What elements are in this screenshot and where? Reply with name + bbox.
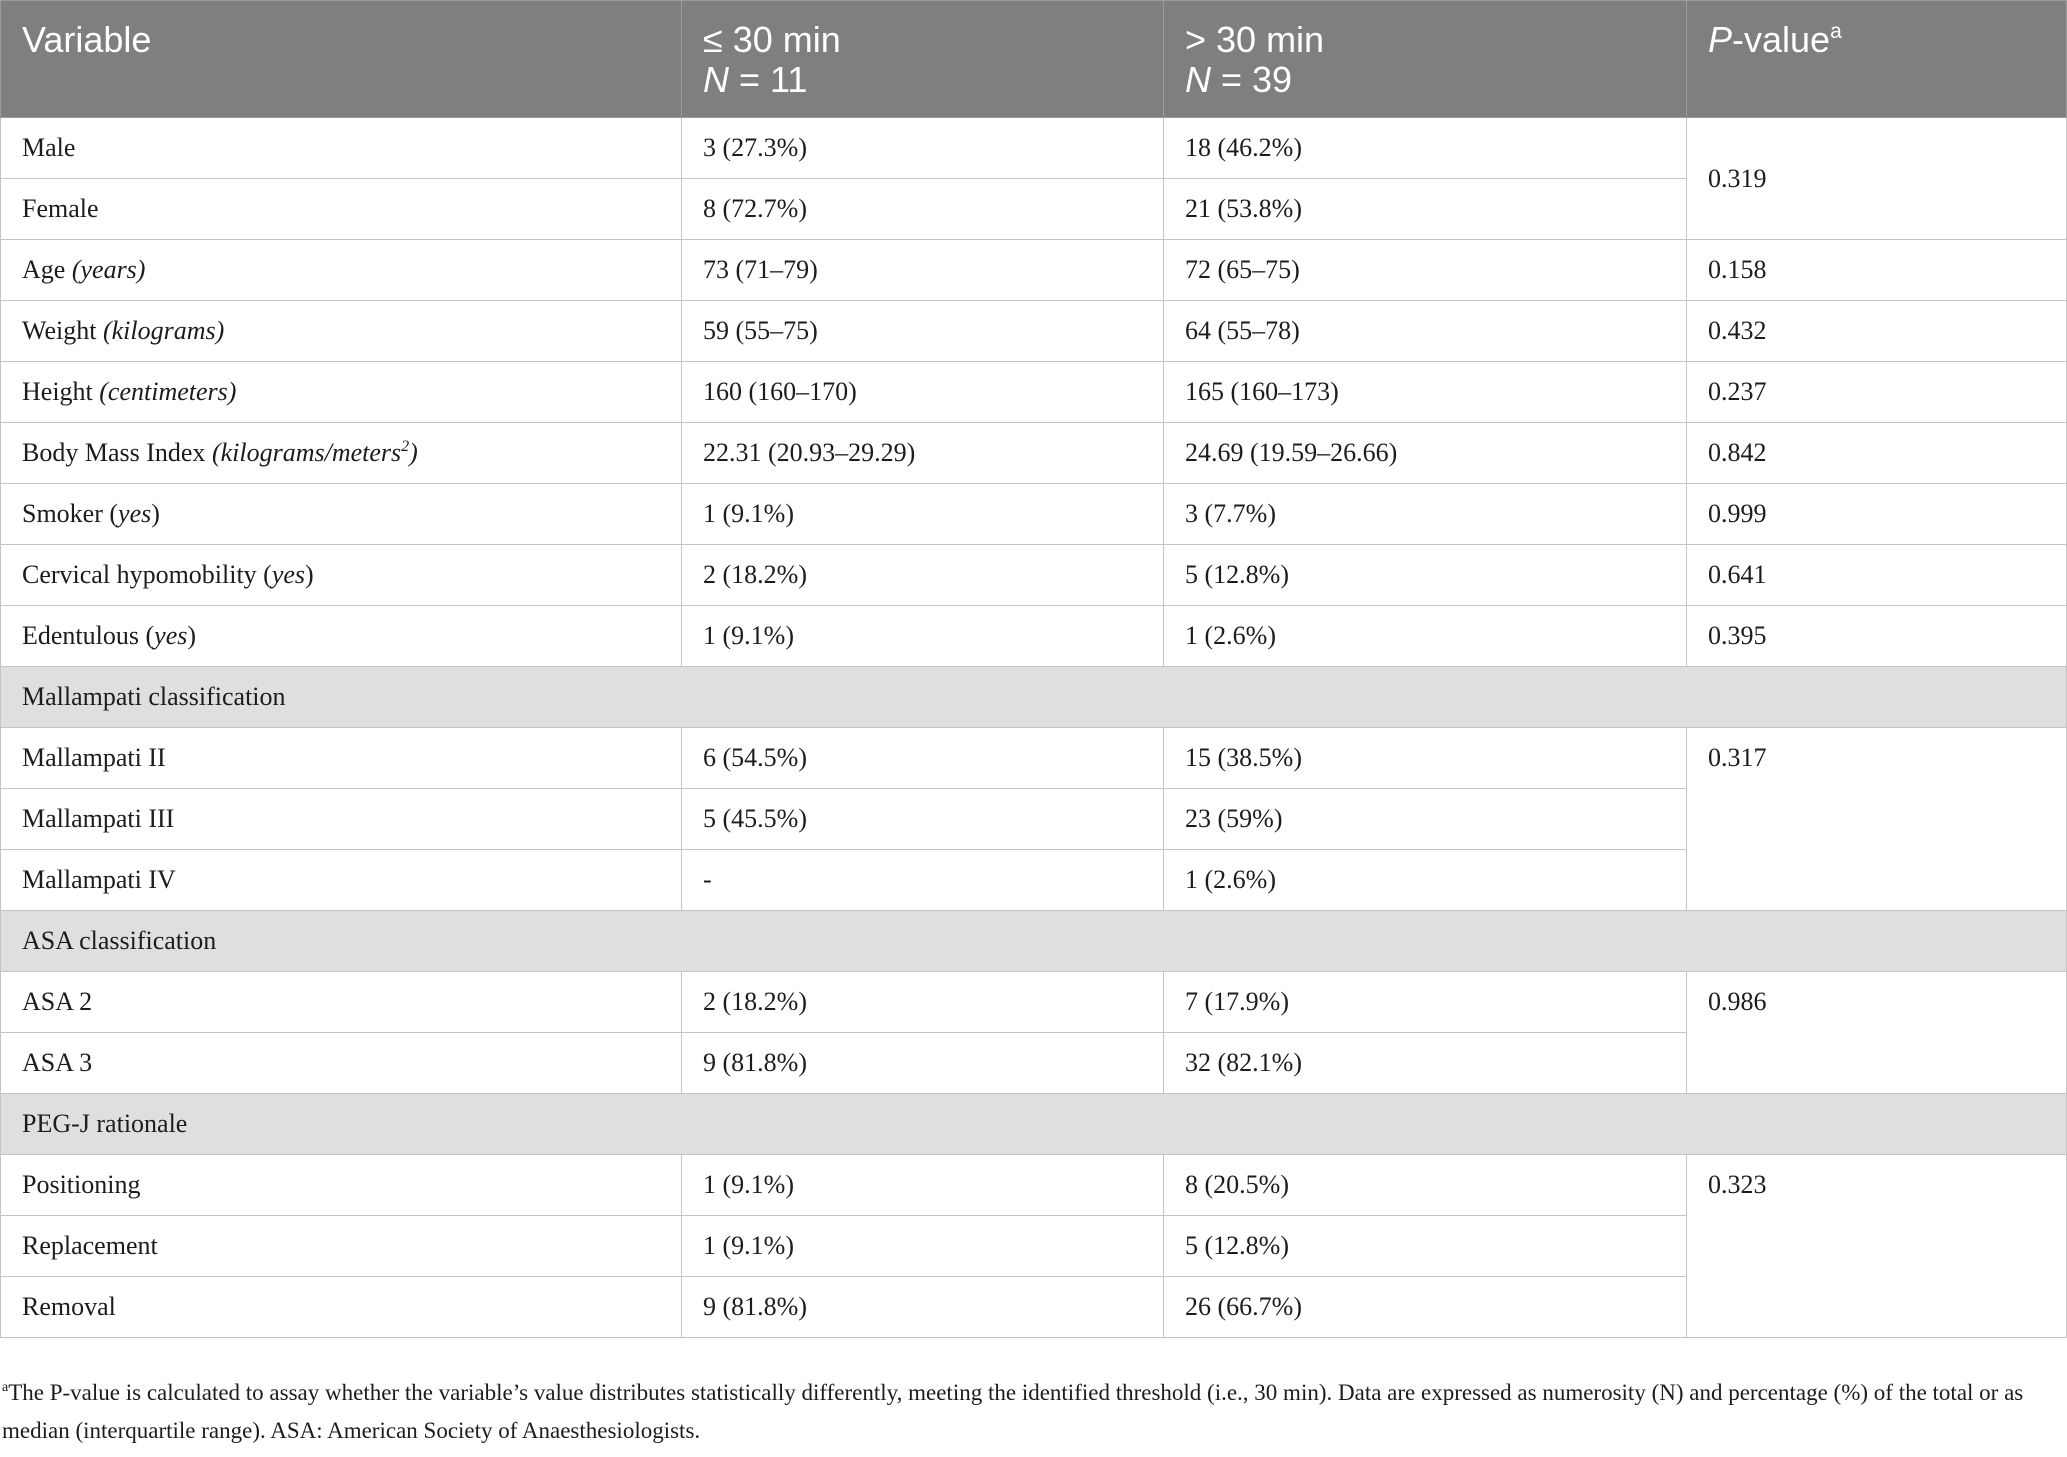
section-heading: ASA classification xyxy=(1,911,2067,972)
variable-label: Cervical hypomobility ( xyxy=(22,560,272,589)
header-group2 xyxy=(1164,1,1687,118)
row-height xyxy=(1,362,2067,423)
pvalue-cell: 0.323 xyxy=(1687,1155,2067,1338)
variable-cell xyxy=(1,1033,682,1094)
variable-label-close: ) xyxy=(151,499,160,528)
variable-label: ASA 2 xyxy=(22,987,93,1016)
pvalue-cell: 0.237 xyxy=(1687,362,2067,423)
variable-label-close: ) xyxy=(187,621,197,650)
group1-cell: 1 (9.1%) xyxy=(682,1155,1164,1216)
footnote-text: The P-value is calculated to assay whether the variable’s value distributes statistically differently, meeting the identified threshold (i.e., 30 min). Data are expressed as numerosity (N) and percentage (%) of the total or as median (interquartile range). ASA: American Society of Anaesthesiologists. xyxy=(2,1380,2024,1443)
variable-label: Female xyxy=(22,194,99,223)
variable-cell xyxy=(1,118,682,179)
variable-unit: (years) xyxy=(71,255,146,284)
row-smoker xyxy=(1,484,2067,545)
variable-label: Height xyxy=(22,377,100,406)
variable-cell xyxy=(1,545,682,606)
pvalue-cell: 0.158 xyxy=(1687,240,2067,301)
group1-cell: 1 (9.1%) xyxy=(682,1216,1164,1277)
variable-label: Smoker ( xyxy=(22,499,119,528)
group1-cell: 9 (81.8%) xyxy=(682,1277,1164,1338)
row-positioning xyxy=(1,1155,2067,1216)
pvalue-cell: 0.999 xyxy=(1687,484,2067,545)
pvalue-p: P xyxy=(1708,19,1733,60)
variable-unit: (centimeters) xyxy=(99,377,237,406)
variable-unit-exponent: 2 xyxy=(401,438,410,455)
section-row-peg-j xyxy=(1,1094,2067,1155)
group1-cell: 59 (55–75) xyxy=(682,301,1164,362)
variable-cell xyxy=(1,362,682,423)
group1-cell: 5 (45.5%) xyxy=(682,789,1164,850)
group1-cell: 2 (18.2%) xyxy=(682,545,1164,606)
variable-cell xyxy=(1,423,682,484)
group2-cell: 165 (160–173) xyxy=(1164,362,1687,423)
variable-label: Edentulous ( xyxy=(22,621,155,650)
footnote-marker: a xyxy=(2,1380,9,1395)
header-row xyxy=(1,1,2067,118)
group1-cell: 2 (18.2%) xyxy=(682,972,1164,1033)
variable-cell xyxy=(1,1277,682,1338)
pvalue-cell: 0.395 xyxy=(1687,606,2067,667)
variable-label: Removal xyxy=(22,1292,116,1321)
variable-unit: yes xyxy=(271,560,306,589)
header-group1 xyxy=(682,1,1164,118)
row-age xyxy=(1,240,2067,301)
variable-cell xyxy=(1,789,682,850)
variable-label-close: ) xyxy=(305,560,314,589)
pvalue-cell: 0.319 xyxy=(1687,118,2067,240)
pvalue-cell: 0.641 xyxy=(1687,545,2067,606)
group2-cell: 32 (82.1%) xyxy=(1164,1033,1687,1094)
variable-cell xyxy=(1,484,682,545)
pvalue-cell: 0.317 xyxy=(1687,728,2067,911)
table-footnote xyxy=(2,1374,2062,1450)
variable-label: Mallampati III xyxy=(22,804,175,833)
variable-cell xyxy=(1,1155,682,1216)
group2-cell: 1 (2.6%) xyxy=(1164,606,1687,667)
variable-label: Mallampati II xyxy=(22,743,166,772)
variable-cell xyxy=(1,972,682,1033)
group2-cell: 24.69 (19.59–26.66) xyxy=(1164,423,1687,484)
group2-n-value: = 39 xyxy=(1211,59,1293,100)
group2-cell: 23 (59%) xyxy=(1164,789,1687,850)
variable-unit: (kilograms/meters xyxy=(211,438,402,467)
section-heading: PEG-J rationale xyxy=(1,1094,2067,1155)
variable-label: Mallampati IV xyxy=(22,865,176,894)
variable-cell xyxy=(1,728,682,789)
variable-cell xyxy=(1,179,682,240)
group1-cell: 3 (27.3%) xyxy=(682,118,1164,179)
variable-cell xyxy=(1,240,682,301)
variable-label: Age xyxy=(22,255,72,284)
row-mallampati-ii xyxy=(1,728,2067,789)
variable-cell xyxy=(1,850,682,911)
pvalue-cell: 0.986 xyxy=(1687,972,2067,1094)
row-weight xyxy=(1,301,2067,362)
group1-cell: 1 (9.1%) xyxy=(682,484,1164,545)
variable-label: Body Mass Index xyxy=(22,438,212,467)
row-asa-2 xyxy=(1,972,2067,1033)
group1-cell: 22.31 (20.93–29.29) xyxy=(682,423,1164,484)
group1-n-label: N xyxy=(703,59,729,100)
variable-cell xyxy=(1,606,682,667)
variable-label: Male xyxy=(22,133,76,162)
group2-cell: 1 (2.6%) xyxy=(1164,850,1687,911)
group2-cell: 18 (46.2%) xyxy=(1164,118,1687,179)
pvalue-cell: 0.432 xyxy=(1687,301,2067,362)
row-cervical-hypomobility xyxy=(1,545,2067,606)
group2-cell: 5 (12.8%) xyxy=(1164,1216,1687,1277)
group2-cell: 64 (55–78) xyxy=(1164,301,1687,362)
group2-n-label: N xyxy=(1185,59,1211,100)
pvalue-rest: -value xyxy=(1732,19,1831,60)
group2-cell: 21 (53.8%) xyxy=(1164,179,1687,240)
variable-cell xyxy=(1,301,682,362)
group2-cell: 7 (17.9%) xyxy=(1164,972,1687,1033)
pvalue-footnote-marker: a xyxy=(1830,20,1842,43)
group1-cell: 9 (81.8%) xyxy=(682,1033,1164,1094)
variable-unit-close: ) xyxy=(409,438,418,467)
variable-unit-group xyxy=(212,438,418,467)
row-bmi xyxy=(1,423,2067,484)
group1-cell: 160 (160–170) xyxy=(682,362,1164,423)
group1-cell: 73 (71–79) xyxy=(682,240,1164,301)
group1-cell: 8 (72.7%) xyxy=(682,179,1164,240)
group2-cell: 8 (20.5%) xyxy=(1164,1155,1687,1216)
group2-cell: 15 (38.5%) xyxy=(1164,728,1687,789)
header-variable xyxy=(1,1,682,118)
group1-cell: - xyxy=(682,850,1164,911)
section-heading: Mallampati classification xyxy=(1,667,2067,728)
group1-cell: 1 (9.1%) xyxy=(682,606,1164,667)
variable-unit: yes xyxy=(118,499,152,528)
row-edentulous xyxy=(1,606,2067,667)
group1-threshold: ≤ 30 min xyxy=(703,19,841,60)
variable-label: Replacement xyxy=(22,1231,158,1260)
pvalue-cell: 0.842 xyxy=(1687,423,2067,484)
variable-label: Positioning xyxy=(22,1170,141,1199)
group2-cell: 5 (12.8%) xyxy=(1164,545,1687,606)
group2-cell: 3 (7.7%) xyxy=(1164,484,1687,545)
variable-label: ASA 3 xyxy=(22,1048,93,1077)
variable-label: Weight xyxy=(22,316,103,345)
row-male xyxy=(1,118,2067,179)
header-variable-label: Variable xyxy=(22,19,152,60)
section-row-asa xyxy=(1,911,2067,972)
group2-cell: 72 (65–75) xyxy=(1164,240,1687,301)
variable-unit: yes xyxy=(154,621,188,650)
variable-cell xyxy=(1,1216,682,1277)
group1-n-value: = 11 xyxy=(729,59,808,100)
group2-threshold: > 30 min xyxy=(1185,19,1325,60)
group1-cell: 6 (54.5%) xyxy=(682,728,1164,789)
section-row-mallampati xyxy=(1,667,2067,728)
group2-cell: 26 (66.7%) xyxy=(1164,1277,1687,1338)
header-pvalue xyxy=(1687,1,2067,118)
variable-unit: (kilograms) xyxy=(102,316,225,345)
